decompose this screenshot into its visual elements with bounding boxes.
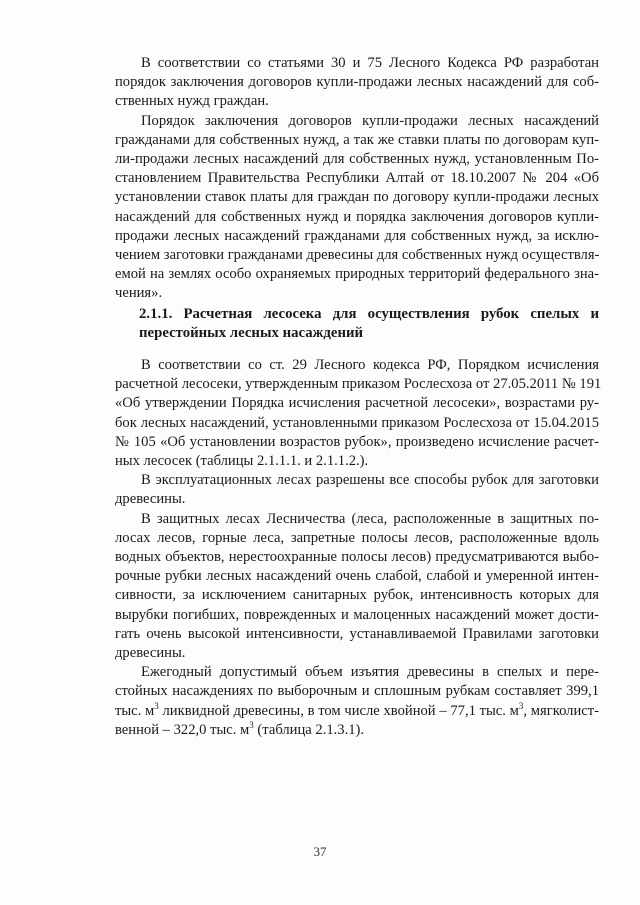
text-line: древесины. [115, 491, 186, 508]
section-heading [139, 305, 599, 343]
text-line: В соответствии со статьями 30 и 75 Лесного Кодекса РФ разработан [141, 55, 599, 71]
text-line: чения». [115, 285, 163, 302]
text-line: чением заготовки гражданами древесины для собственных нужд осуществля- [115, 247, 600, 264]
heading-line: перестойных лесных насаждений [139, 325, 364, 341]
text-line: № 105 «Об установлении возрастов рубок», произведено исчисление расчет- [115, 433, 599, 450]
text-line: древесины. [115, 645, 186, 662]
text-line: водных объектов, нерестоохранные полосы лесов) предусматриваются выбо- [115, 549, 599, 566]
text-line: гражданами для собственных нужд, а так же ставки платы по договорам куп- [115, 131, 599, 148]
text-line: продажи лесных насаждений гражданами для собственных нужд, за исклю- [115, 227, 599, 244]
text-line: стойных насаждениях по выборочным и сплошным рубкам составляет 399,1 [115, 683, 599, 700]
text-line: ли-продажи лесных насаждений для собственных нужд, установленным По- [115, 151, 599, 168]
text-line: Порядок заключения договоров купли-продажи лесных насаждений [141, 112, 599, 129]
text-line: насаждений для собственных нужд и порядка заключения договоров купли- [115, 208, 599, 225]
text-line: В эксплуатационных лесах разрешены все способы рубок для заготовки [141, 472, 599, 489]
text-line: В соответствии со ст. 29 Лесного кодекса РФ, Порядком исчисления [141, 357, 599, 373]
text-line: емой на землях особо охраняемых природных территорий федерального зна- [115, 266, 599, 283]
text-line: расчетной лесосеки, утвержденным приказом Рослесхоза от 27.05.2011 № 191 [115, 376, 602, 393]
text-line: установлении ставок платы для граждан по договору купли-продажи лесных [115, 189, 599, 206]
text-line: рочные рубки лесных насаждений очень слабой, слабой и умеренной интен- [115, 568, 599, 585]
page-number: 37 [313, 844, 327, 859]
section-body [115, 356, 602, 740]
text-line: венной – 322,0 тыс. $м^3$ (таблица 2.1.3.1). [115, 720, 365, 738]
text-line: ных лесосек (таблицы 2.1.1.1. и 2.1.1.2.). [115, 453, 369, 470]
intro-text-block [115, 54, 599, 304]
text-line: тыс. $м^3$ ликвидной древесины, в том числе хвойной – 77,1 тыс. $м^3$, мягколист- [115, 700, 599, 719]
text-line: лосах лесов, горные леса, запретные полосы лесов, расположенные вдоль [115, 529, 599, 546]
text-line: становлением Правительства Республики Алтай от 18.10.2007 № 204 «Об [115, 170, 599, 187]
text-line: ственных нужд граждан. [115, 93, 269, 110]
text-line: «Об утверждении Порядка исчисления расчетной лесосеки», возрастами ру- [115, 395, 599, 412]
text-line: вырубки погибших, поврежденных и малоценных насаждений может дости- [115, 606, 599, 623]
text-line: В защитных лесах Лесничества (леса, расположенные в защитных по- [141, 510, 599, 527]
text-line: гать очень высокой интенсивности, устанавливаемой Правилами заготовки [115, 625, 599, 642]
text-line: сивности, за исключением санитарных рубок, интенсивность которых для [115, 587, 599, 604]
text-line: бок лесных насаждений, установленными приказом Рослесхоза от 15.04.2015 [115, 414, 599, 431]
text-line: порядок заключения договоров купли-продажи лесных насаждений для соб- [115, 74, 599, 91]
text-line: Ежегодный допустимый объем изъятия древесины в спелых и пере- [141, 664, 599, 681]
heading-line: 2.1.1. Расчетная лесосека для осуществления рубок спелых и [139, 306, 599, 322]
